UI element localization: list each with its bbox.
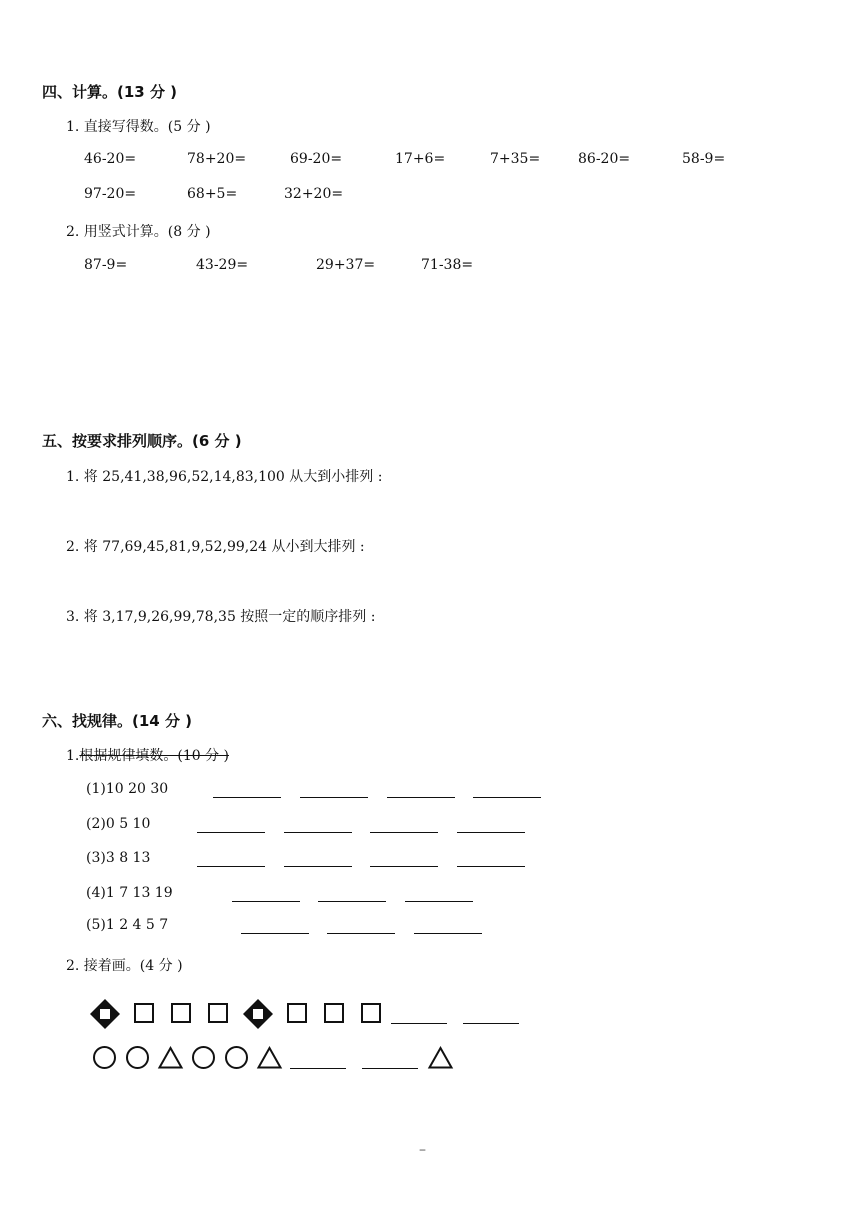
circle-icon <box>93 1046 116 1069</box>
answer-blank[interactable] <box>391 1023 447 1024</box>
triangle-icon <box>428 1046 453 1069</box>
page-footer-mark: – <box>419 1142 426 1158</box>
vertical-calc-item: 43-29= <box>196 257 249 273</box>
answer-blank[interactable] <box>457 832 525 833</box>
diamond-square-icon <box>89 998 121 1030</box>
expression: 68+5= <box>187 186 238 202</box>
question-6-2-label: 2. 接着画。(4 分 ) <box>66 958 183 974</box>
question-4-1-label: 1. 直接写得数。(5 分 ) <box>66 119 211 135</box>
answer-blank[interactable] <box>362 1068 418 1069</box>
answer-blank[interactable] <box>414 933 482 934</box>
answer-blank[interactable] <box>300 797 368 798</box>
pattern-row-label: (1)10 20 30 <box>86 781 169 797</box>
expression: 7+35= <box>490 151 541 167</box>
pattern-row-label: (2)0 5 10 <box>86 816 151 832</box>
expression: 78+20= <box>187 151 247 167</box>
square-icon <box>171 1003 191 1023</box>
section-6-title: 六、找规律。(14 分 ) <box>42 712 193 730</box>
question-6-1-number: 1. <box>66 748 80 764</box>
ordering-question: 1. 将 25,41,38,96,52,14,83,100 从大到小排列 : <box>66 469 383 485</box>
triangle-icon <box>158 1046 183 1069</box>
pattern-row-label: (3)3 8 13 <box>86 850 151 866</box>
answer-blank[interactable] <box>197 832 265 833</box>
ordering-question: 2. 将 77,69,45,81,9,52,99,24 从小到大排列 : <box>66 539 365 555</box>
expression: 58-9= <box>682 151 726 167</box>
answer-blank[interactable] <box>370 832 438 833</box>
triangle-icon <box>257 1046 282 1069</box>
answer-blank[interactable] <box>463 1023 519 1024</box>
ordering-question: 3. 将 3,17,9,26,99,78,35 按照一定的顺序排列 : <box>66 609 376 625</box>
answer-blank[interactable] <box>387 797 455 798</box>
pattern-row-label: (5)1 2 4 5 7 <box>86 917 169 933</box>
expression: 97-20= <box>84 186 137 202</box>
question-6-1-text: 根据规律填数。(10 分 ) <box>79 748 229 764</box>
answer-blank[interactable] <box>241 933 309 934</box>
answer-blank[interactable] <box>284 832 352 833</box>
answer-blank[interactable] <box>284 866 352 867</box>
answer-blank[interactable] <box>370 866 438 867</box>
square-icon <box>324 1003 344 1023</box>
circle-icon <box>126 1046 149 1069</box>
vertical-calc-item: 29+37= <box>316 257 376 273</box>
circle-icon <box>192 1046 215 1069</box>
section-4-title: 四、计算。(13 分 ) <box>42 83 178 101</box>
square-icon <box>208 1003 228 1023</box>
answer-blank[interactable] <box>405 901 473 902</box>
expression: 69-20= <box>290 151 343 167</box>
answer-blank[interactable] <box>327 933 395 934</box>
answer-blank[interactable] <box>213 797 281 798</box>
square-icon <box>361 1003 381 1023</box>
answer-blank[interactable] <box>290 1068 346 1069</box>
square-icon <box>134 1003 154 1023</box>
answer-blank[interactable] <box>232 901 300 902</box>
diamond-square-icon <box>242 998 274 1030</box>
expression: 17+6= <box>395 151 446 167</box>
question-6-1-label <box>66 745 229 765</box>
square-icon <box>287 1003 307 1023</box>
answer-blank[interactable] <box>318 901 386 902</box>
answer-blank[interactable] <box>197 866 265 867</box>
answer-blank[interactable] <box>473 797 541 798</box>
vertical-calc-item: 87-9= <box>84 257 128 273</box>
expression: 46-20= <box>84 151 137 167</box>
answer-blank[interactable] <box>457 866 525 867</box>
question-4-2-label: 2. 用竖式计算。(8 分 ) <box>66 224 211 240</box>
expression: 32+20= <box>284 186 344 202</box>
section-5-title: 五、按要求排列顺序。(6 分 ) <box>42 432 242 450</box>
expression: 86-20= <box>578 151 631 167</box>
vertical-calc-item: 71-38= <box>421 257 474 273</box>
pattern-row-label: (4)1 7 13 19 <box>86 885 173 901</box>
circle-icon <box>225 1046 248 1069</box>
